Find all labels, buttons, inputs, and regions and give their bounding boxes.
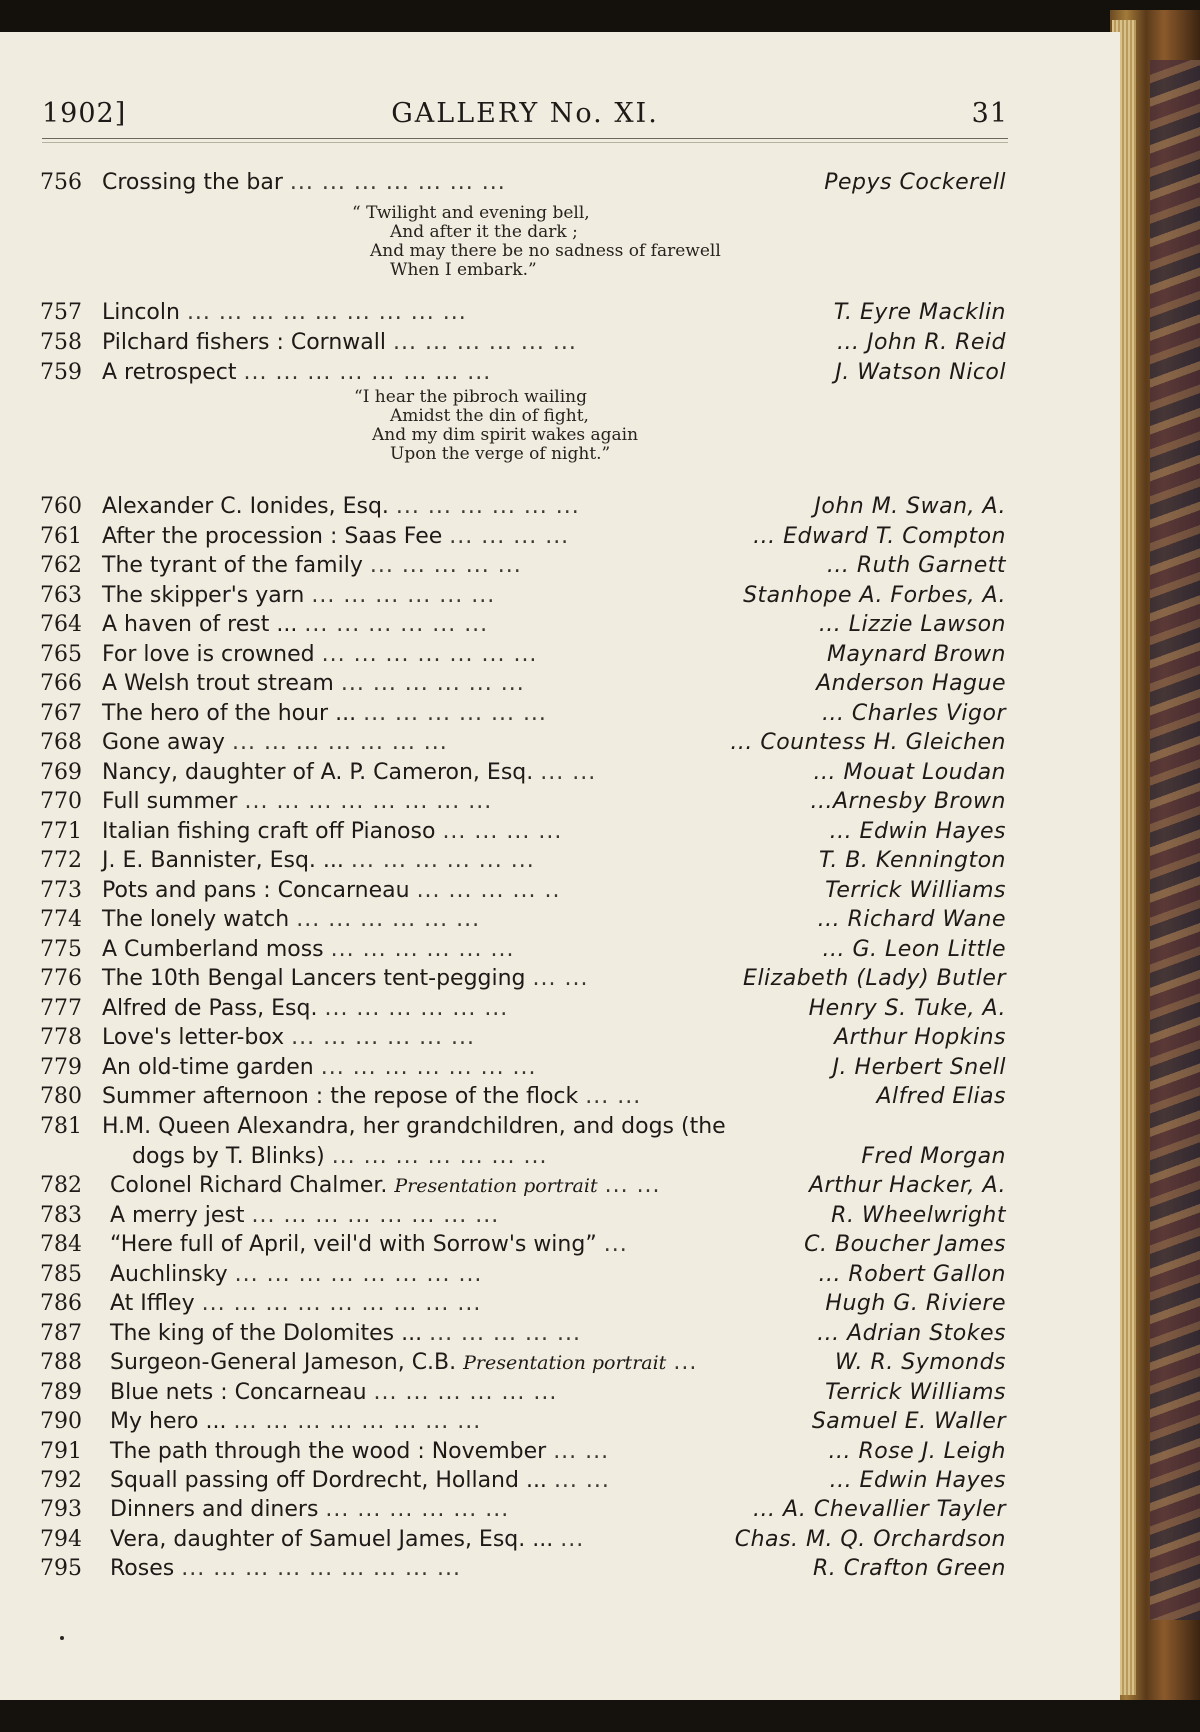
entry-title-text: Vera, daughter of Samuel James, Esq. ...	[110, 1527, 554, 1552]
entry-artist: J. Herbert Snell	[832, 1055, 1006, 1080]
entry-artist: ... Lizzie Lawson	[818, 612, 1006, 637]
leader-dots: ... ... ... ...	[449, 524, 570, 549]
verse-line: “ Twilight and evening bell,	[352, 203, 590, 223]
entry-title-text: An old-time garden	[102, 1055, 314, 1080]
verse-line: And may there be no sadness of farewell	[370, 241, 721, 261]
leader-dots: ... ... ... ... ... ...	[304, 612, 489, 637]
verse-line: Upon the verge of night.”	[390, 444, 611, 464]
leader-dots: ... ... ... ... ... ...	[330, 937, 515, 962]
catalogue-entry	[40, 669, 1006, 698]
leader-dots: ... ... ... ... ...	[369, 553, 522, 578]
leader-dots: ... ... ... ... ... ... ... ...	[244, 789, 493, 814]
catalogue-entry	[40, 1407, 1006, 1436]
entry-title-text: The king of the Dolomites ...	[110, 1321, 423, 1346]
entry-title	[110, 1407, 481, 1436]
entry-title	[102, 994, 508, 1023]
leader-dots: ... ... ... ... ... ...	[392, 330, 577, 355]
entry-number: 759	[40, 360, 82, 385]
verse-line: When I embark.”	[390, 260, 537, 280]
entry-artist: T. B. Kennington	[818, 848, 1006, 873]
catalogue-entries	[0, 32, 1120, 1702]
entry-artist: Elizabeth (Lady) Butler	[743, 966, 1006, 991]
catalogue-entry	[40, 1289, 1006, 1318]
entry-artist: R. Crafton Green	[812, 1556, 1006, 1581]
catalogue-entry	[40, 1437, 1006, 1466]
verse-line: “I hear the pibroch wailing	[354, 387, 587, 407]
entry-artist: ... Edwin Hayes	[829, 819, 1006, 844]
entry-title-text: Pilchard fishers : Cornwall	[102, 330, 386, 355]
entry-title-text: Love's letter-box	[102, 1025, 285, 1050]
leader-dots: ... ...	[553, 1439, 610, 1464]
entry-number: 758	[40, 330, 82, 355]
entry-title	[110, 1319, 581, 1348]
entry-artist: Maynard Brown	[827, 642, 1006, 667]
entry-title	[110, 1171, 661, 1201]
entry-title	[102, 168, 506, 197]
entry-artist: ... Robert Gallon	[818, 1262, 1006, 1287]
entry-artist: ... Rose J. Leigh	[828, 1439, 1006, 1464]
entry-title-text: Squall passing off Dordrecht, Holland ...	[110, 1468, 547, 1493]
entry-title-text: Alfred de Pass, Esq.	[102, 996, 318, 1021]
leader-dots: ... ...	[540, 760, 597, 785]
entry-title-text: A merry jest	[110, 1203, 245, 1228]
entry-title	[110, 1437, 609, 1466]
entry-number: 757	[40, 300, 82, 325]
catalogue-entry	[40, 640, 1006, 669]
ink-speck	[60, 1636, 64, 1640]
catalogue-entry	[40, 1053, 1006, 1082]
entry-number: 756	[40, 170, 82, 195]
entry-title	[102, 610, 488, 639]
entry-title-text: Lincoln	[102, 300, 180, 325]
entry-number: 761	[40, 524, 82, 549]
entry-number: 791	[40, 1439, 82, 1464]
entry-title-text: The lonely watch	[102, 907, 290, 932]
entry-title-text: A retrospect	[102, 360, 237, 385]
leader-dots: ... ... ... ...	[442, 819, 563, 844]
entry-title	[110, 1378, 557, 1407]
catalogue-entry	[40, 1082, 1006, 1111]
entry-number: 790	[40, 1409, 82, 1434]
catalogue-entry	[40, 1319, 1006, 1348]
entry-title	[102, 358, 491, 387]
entry-title-text: Crossing the bar	[102, 170, 283, 195]
entry-title-text: The tyrant of the family	[102, 553, 363, 578]
catalogue-entry	[40, 551, 1006, 580]
catalogue-entry	[40, 1201, 1006, 1230]
entry-artist: Terrick Williams	[825, 1380, 1006, 1405]
catalogue-entry	[40, 1378, 1006, 1407]
entry-title	[102, 876, 560, 905]
entry-artist: Fred Morgan	[861, 1144, 1006, 1169]
catalogue-entry	[40, 699, 1006, 728]
entry-title	[110, 1260, 482, 1289]
entry-title-text: “Here full of April, veil'd with Sorrow's wing”	[110, 1232, 597, 1257]
scan-border-bottom	[0, 1700, 1200, 1732]
catalogue-entry	[40, 994, 1006, 1023]
entry-title-text: Pots and pans : Concarneau	[102, 878, 410, 903]
entry-title	[110, 1201, 499, 1230]
entry-title	[110, 1348, 697, 1378]
year-label: 1902]	[42, 98, 127, 129]
entry-artist: ... A. Chevallier Tayler	[753, 1497, 1006, 1522]
catalogue-entry	[40, 964, 1006, 993]
entry-artist: C. Boucher James	[804, 1232, 1006, 1257]
catalogue-entry	[40, 876, 1006, 905]
leader-dots: ... ... ... ... ...	[429, 1321, 581, 1346]
verse-line: And my dim spirit wakes again	[372, 425, 639, 445]
entry-artist: John M. Swan, A.	[814, 494, 1006, 519]
entry-title	[102, 935, 514, 964]
leader-dots: ... ... ... ... ... ...	[325, 1497, 510, 1522]
leader-dots: ... ... ... ... ... ... ...	[231, 730, 448, 755]
entry-artist: ... John R. Reid	[837, 330, 1006, 355]
entry-number: 762	[40, 553, 82, 578]
catalogue-entry	[40, 298, 1006, 327]
catalogue-entry	[40, 492, 1006, 521]
leader-dots: ... ...	[585, 1084, 642, 1109]
catalogue-entry	[40, 787, 1006, 816]
entry-title	[102, 1023, 475, 1052]
entry-title	[110, 1554, 461, 1583]
entry-artist: ... Edward T. Compton	[753, 524, 1006, 549]
entry-number: 768	[40, 730, 82, 755]
entry-title-text: A haven of rest ...	[102, 612, 298, 637]
entry-artist: J. Watson Nicol	[835, 360, 1006, 385]
entry-title-text: Colonel Richard Chalmer.	[110, 1173, 388, 1198]
entry-title-text: Dinners and diners	[110, 1497, 319, 1522]
entry-title	[102, 846, 535, 875]
entry-number: 767	[40, 701, 82, 726]
entry-artist: Samuel E. Waller	[811, 1409, 1006, 1434]
catalogue-entry	[40, 935, 1006, 964]
leader-dots: ... ... ... ... ... ...	[363, 701, 547, 726]
entry-artist: W. R. Symonds	[835, 1350, 1006, 1375]
entry-title	[102, 492, 580, 521]
catalogue-entry	[40, 610, 1006, 639]
entry-artist: Arthur Hacker, A.	[808, 1173, 1006, 1198]
entry-number: 794	[40, 1527, 82, 1552]
entry-title-text: H.M. Queen Alexandra, her grandchildren, and dogs (the	[102, 1114, 726, 1139]
catalogue-entry	[40, 1348, 1006, 1377]
entry-title	[102, 328, 577, 357]
verse-line: And after it the dark ;	[390, 222, 578, 242]
leader-dots: ... ... ... ... ... ...	[291, 1025, 476, 1050]
leader-dots: ... ... ... ... ... ...	[373, 1380, 558, 1405]
leader-dots: ... ... ... ... ... ... ... ... ...	[186, 300, 467, 325]
entry-number: 770	[40, 789, 82, 814]
catalogue-entry	[40, 1554, 1006, 1583]
entry-artist: ... Richard Wane	[817, 907, 1006, 932]
catalogue-entry	[40, 1260, 1006, 1289]
catalogue-entry	[40, 1495, 1006, 1524]
leader-dots: ... ... ... ... ... ...	[340, 671, 525, 696]
leader-dots: ... ...	[532, 966, 589, 991]
entry-title-text: A Welsh trout stream	[102, 671, 334, 696]
catalogue-entry	[40, 905, 1006, 934]
entry-number: 793	[40, 1497, 82, 1522]
entry-number: 792	[40, 1468, 82, 1493]
entry-note: Presentation portrait	[394, 1175, 598, 1197]
entry-title	[102, 581, 495, 610]
entry-title	[102, 787, 492, 816]
entry-title-text: Blue nets : Concarneau	[110, 1380, 367, 1405]
entry-title	[102, 817, 562, 846]
entry-title	[102, 1082, 641, 1111]
entry-artist: ... Countess H. Gleichen	[730, 730, 1006, 755]
catalogue-entry	[40, 1023, 1006, 1052]
entry-number: 785	[40, 1262, 82, 1287]
entry-artist: ... Ruth Garnett	[826, 553, 1006, 578]
catalogue-entry	[40, 168, 1006, 197]
entry-title-text: Gone away	[102, 730, 225, 755]
entry-number: 765	[40, 642, 82, 667]
entry-number: 784	[40, 1232, 82, 1257]
entry-artist: ... Charles Vigor	[821, 701, 1006, 726]
verse-line: Amidst the din of fight,	[390, 406, 589, 426]
leader-dots: ... ... ... ... ... ... ...	[289, 170, 506, 195]
page-number: 31	[971, 98, 1008, 129]
entry-title-text: Summer afternoon : the repose of the flock	[102, 1084, 579, 1109]
entry-title-text: Nancy, daughter of A. P. Cameron, Esq.	[102, 760, 534, 785]
leader-dots: ... ... ... ... ... ... ... ... ...	[201, 1291, 482, 1316]
catalogue-entry	[40, 846, 1006, 875]
entry-number: 773	[40, 878, 82, 903]
entry-artist: ...Arnesby Brown	[810, 789, 1006, 814]
entry-title	[132, 1142, 548, 1171]
leader-dots: ... ... ... ... ... ... ... ...	[243, 360, 492, 385]
entry-number: 771	[40, 819, 82, 844]
entry-title	[102, 640, 537, 669]
leader-dots: ... ...	[604, 1173, 661, 1198]
leader-dots: ... ... ... ... ... ... ...	[321, 642, 538, 667]
entry-number: 777	[40, 996, 82, 1021]
entry-number: 781	[40, 1114, 82, 1139]
catalogue-entry	[40, 1112, 1006, 1141]
entry-title	[102, 522, 569, 551]
entry-title	[110, 1466, 610, 1495]
entry-artist: Arthur Hopkins	[834, 1025, 1006, 1050]
entry-title	[110, 1230, 628, 1259]
entry-title-text: Auchlinsky	[110, 1262, 228, 1287]
catalogue-entry	[40, 522, 1006, 551]
entry-title	[102, 669, 525, 698]
entry-number: 775	[40, 937, 82, 962]
leader-dots: ...	[603, 1232, 628, 1257]
entry-title-text: Surgeon-General Jameson, C.B.	[110, 1350, 457, 1375]
entry-number: 780	[40, 1084, 82, 1109]
catalogue-entry	[40, 728, 1006, 757]
catalogue-entry	[40, 1171, 1006, 1200]
entry-artist: Hugh G. Riviere	[825, 1291, 1006, 1316]
leader-dots: ... ... ... ... ... ...	[311, 583, 496, 608]
entry-artist: Pepys Cockerell	[824, 170, 1006, 195]
entry-artist: ... Mouat Loudan	[813, 760, 1006, 785]
marbled-edge	[1150, 60, 1200, 1620]
catalogue-entry	[40, 581, 1006, 610]
entry-number: 779	[40, 1055, 82, 1080]
entry-title-text: Italian fishing craft off Pianoso	[102, 819, 436, 844]
entry-number: 795	[40, 1556, 82, 1581]
entry-title-text: My hero ...	[110, 1409, 227, 1434]
entry-number: 778	[40, 1025, 82, 1050]
entry-number: 787	[40, 1321, 82, 1346]
entry-artist: Anderson Hague	[816, 671, 1006, 696]
entry-title-text: For love is crowned	[102, 642, 315, 667]
entry-title	[110, 1495, 509, 1524]
entry-title	[110, 1525, 584, 1554]
entry-artist: T. Eyre Macklin	[833, 300, 1006, 325]
leader-dots: ... ...	[553, 1468, 610, 1493]
catalogue-page	[0, 32, 1120, 1702]
entry-title	[102, 1112, 726, 1141]
entry-title	[102, 964, 588, 993]
entry-number: 776	[40, 966, 82, 991]
entry-number: 766	[40, 671, 82, 696]
entry-title-text: After the procession : Saas Fee	[102, 524, 443, 549]
catalogue-entry	[40, 328, 1006, 357]
entry-artist: Henry S. Tuke, A.	[808, 996, 1006, 1021]
leader-dots: ... ... ... ... ... ... ... ... ...	[181, 1556, 461, 1581]
entry-number: 764	[40, 612, 82, 637]
entry-number: 782	[40, 1173, 82, 1198]
catalogue-entry	[40, 817, 1006, 846]
entry-number: 783	[40, 1203, 82, 1228]
entry-title-text: At Iffley	[110, 1291, 195, 1316]
entry-artist: R. Wheelwright	[831, 1203, 1006, 1228]
entry-title	[102, 699, 547, 728]
entry-artist: Alfred Elias	[876, 1084, 1006, 1109]
leader-dots: ... ... ... ... ... ... ...	[331, 1144, 548, 1169]
entry-title	[102, 758, 596, 787]
leader-dots: ...	[673, 1350, 698, 1375]
catalogue-entry	[40, 1230, 1006, 1259]
entry-number: 789	[40, 1380, 82, 1405]
entry-title	[110, 1289, 481, 1318]
entry-number: 772	[40, 848, 82, 873]
entry-number: 760	[40, 494, 82, 519]
entry-title-text: J. E. Bannister, Esq. ...	[102, 848, 344, 873]
entry-number: 788	[40, 1350, 82, 1375]
entry-title-text: The 10th Bengal Lancers tent-pegging	[102, 966, 526, 991]
entry-title-text: Roses	[110, 1556, 175, 1581]
entry-artist: Chas. M. Q. Orchardson	[734, 1527, 1006, 1552]
leader-dots: ... ... ... ... ... ...	[324, 996, 509, 1021]
entry-title-text: The hero of the hour ...	[102, 701, 357, 726]
entry-title-text: dogs by T. Blinks)	[132, 1144, 325, 1169]
entry-artist: Terrick Williams	[825, 878, 1006, 903]
entry-number: 769	[40, 760, 82, 785]
entry-title	[102, 728, 448, 757]
entry-title	[102, 298, 467, 327]
leader-dots: ... ... ... ... ... ...	[296, 907, 481, 932]
entry-title-text: Alexander C. Ionides, Esq.	[102, 494, 389, 519]
entry-artist: ... Edwin Hayes	[829, 1468, 1006, 1493]
entry-title-text: A Cumberland moss	[102, 937, 324, 962]
entry-note: Presentation portrait	[463, 1352, 667, 1374]
gallery-title: GALLERY No. XI.	[391, 98, 659, 129]
entry-title-text: The skipper's yarn	[102, 583, 305, 608]
leader-dots: ... ... ... ... ... ... ... ...	[234, 1262, 483, 1287]
catalogue-entry	[40, 358, 1006, 387]
leader-dots: ... ... ... ... ..	[416, 878, 561, 903]
leader-dots: ... ... ... ... ... ... ... ...	[251, 1203, 500, 1228]
leader-dots: ... ... ... ... ... ... ...	[320, 1055, 537, 1080]
entry-artist: Stanhope A. Forbes, A.	[743, 583, 1006, 608]
catalogue-entry	[40, 1525, 1006, 1554]
entry-title	[102, 551, 522, 580]
entry-number: 774	[40, 907, 82, 932]
catalogue-entry	[40, 758, 1006, 787]
entry-title-text: Full summer	[102, 789, 238, 814]
entry-title	[102, 905, 480, 934]
catalogue-entry	[40, 1466, 1006, 1495]
entry-title-text: The path through the wood : November	[110, 1439, 547, 1464]
leader-dots: ...	[560, 1527, 585, 1552]
entry-number: 786	[40, 1291, 82, 1316]
entry-artist: ... Adrian Stokes	[817, 1321, 1006, 1346]
leader-dots: ... ... ... ... ... ...	[350, 848, 535, 873]
leader-dots: ... ... ... ... ... ... ... ...	[233, 1409, 482, 1434]
entry-title	[102, 1053, 537, 1082]
entry-artist: ... G. Leon Little	[822, 937, 1006, 962]
catalogue-entry	[40, 1142, 1006, 1171]
leader-dots: ... ... ... ... ... ...	[395, 494, 580, 519]
entry-number: 763	[40, 583, 82, 608]
